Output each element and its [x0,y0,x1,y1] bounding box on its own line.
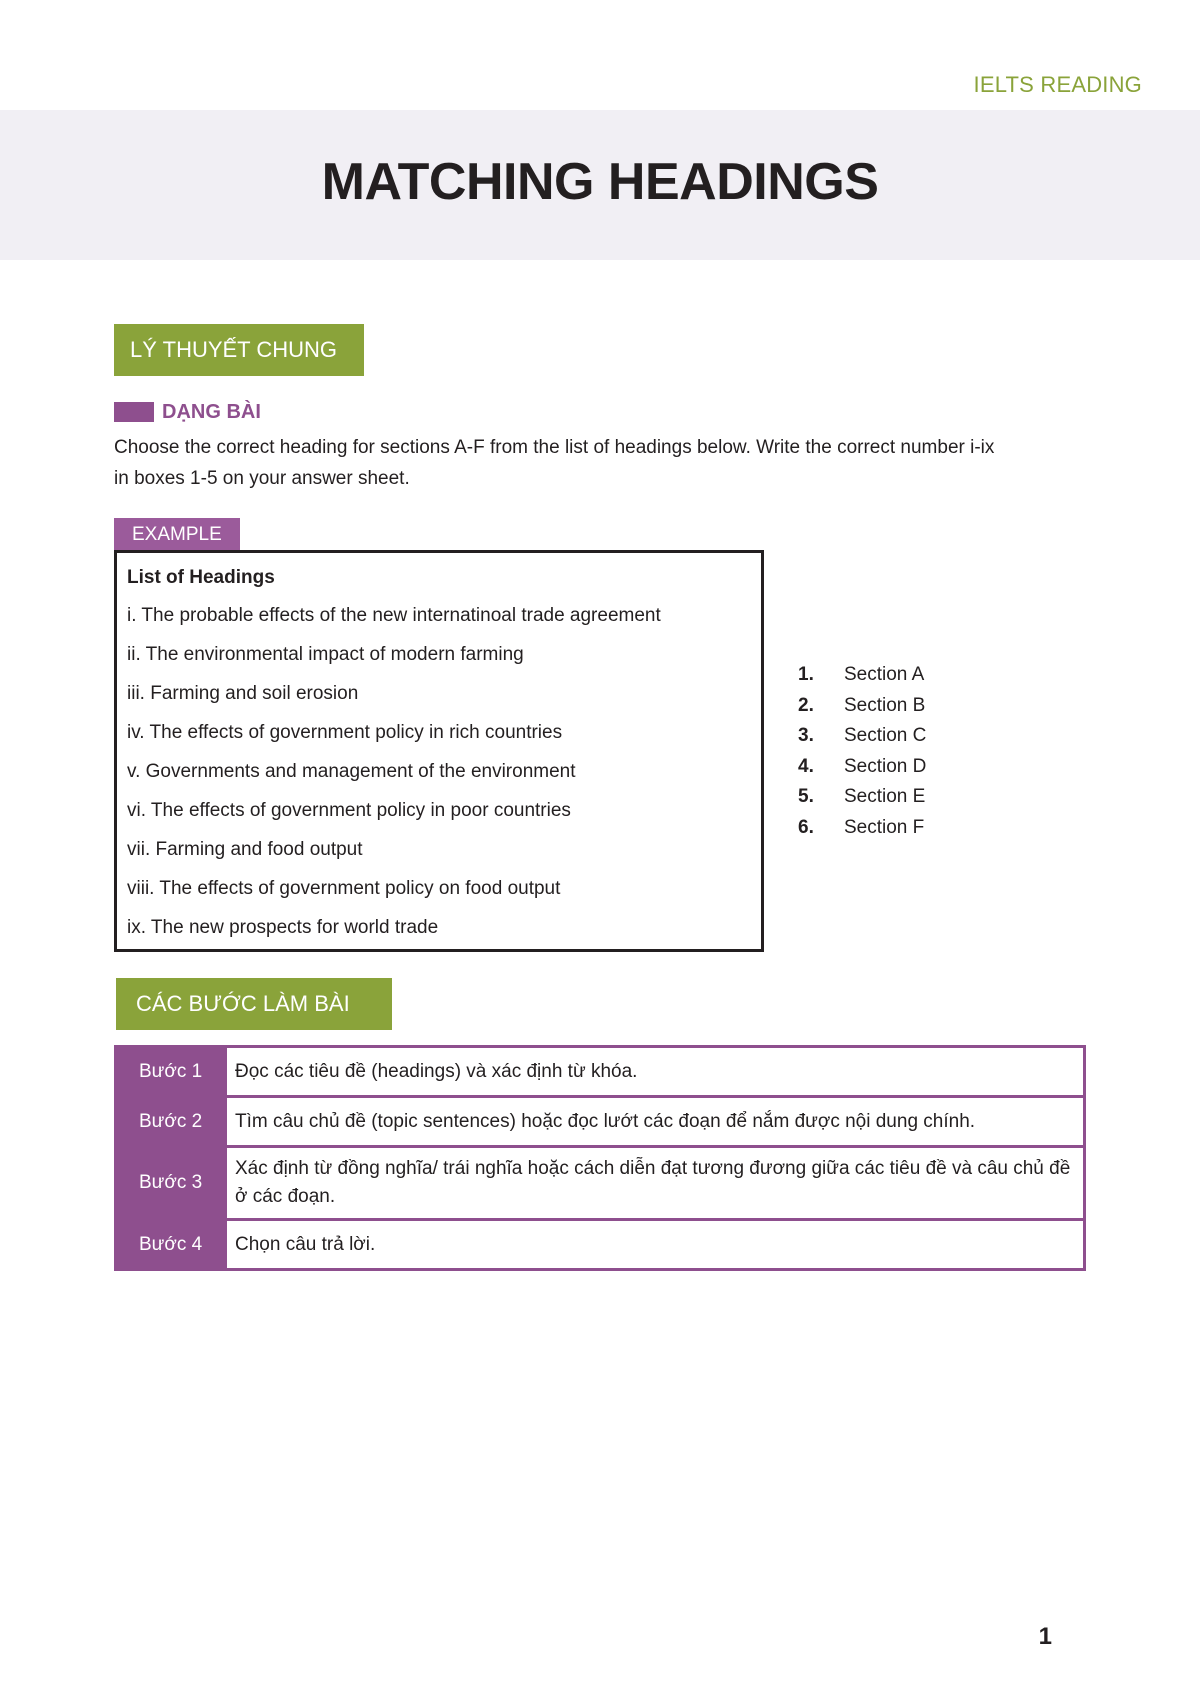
headings-list-title: List of Headings [127,567,275,588]
headings-box [114,550,764,952]
section-number: 2. [798,694,814,716]
section-label: Section A [844,664,925,685]
heading-item: iii. Farming and soil erosion [127,683,359,704]
section-label: Section F [844,816,925,838]
section-number: 1. [798,664,814,685]
section-number: 3. [798,725,814,746]
section-number: 6. [798,816,814,838]
example-tab: EXAMPLE [114,518,240,552]
section-row [798,813,978,844]
sections-list [798,660,978,843]
heading-item: vii. Farming and food output [127,839,363,860]
heading-item: iv. The effects of government policy in rich countries [127,722,563,743]
heading-item: v. Governments and management of the environment [127,761,576,782]
page-title: MATCHING HEADINGS [321,153,879,211]
section-row [798,691,978,722]
subheading-text: DẠNG BÀI [162,400,261,423]
step-row [116,1097,1085,1147]
step-text: Tìm câu chủ đề (topic sentences) hoặc đọc lướt các đoạn để nắm được nội dung chính. [226,1097,1085,1147]
step-text: Xác định từ đồng nghĩa/ trái nghĩa hoặc cách diễn đạt tương đương giữa các tiêu đề và câu chủ đề ở các đoạn. [226,1147,1085,1220]
heading-item: i. The probable effects of the new internatinoal trade agreement [127,605,661,626]
heading-item: vi. The effects of government policy in poor countries [127,800,571,821]
step-label: Bước 1 [116,1047,226,1097]
section-label: Section E [844,786,926,807]
section-label-steps: CÁC BƯỚC LÀM BÀI [116,978,392,1030]
section-row [798,752,978,783]
heading-item: ix. The new prospects for world trade [127,917,439,938]
section-row [798,660,978,691]
section-number: 4. [798,755,814,777]
heading-item: viii. The effects of government policy on food output [127,878,561,899]
subheading-task-type [114,399,261,425]
steps-table [114,1045,1086,1271]
step-row [116,1147,1085,1220]
step-text: Chọn câu trả lời. [226,1220,1085,1270]
section-label-theory: LÝ THUYẾT CHUNG [114,324,364,376]
instructions-line: in boxes 1-5 on your answer sheet. [114,468,410,489]
step-label: Bước 4 [116,1220,226,1270]
heading-item: ii. The environmental impact of modern farming [127,644,524,665]
instructions [114,432,1094,494]
step-label: Bước 3 [116,1147,226,1220]
section-number: 5. [798,786,814,807]
step-label: Bước 2 [116,1097,226,1147]
section-row [798,721,978,752]
page-number: 1 [1038,1623,1052,1650]
step-row [116,1047,1085,1097]
section-row [798,782,978,813]
instructions-line: Choose the correct heading for sections A-F from the list of headings below. Write the correct number i-ix [114,437,995,458]
header-tag: IELTS READING [973,72,1142,97]
step-text: Đọc các tiêu đề (headings) và xác định từ khóa. [226,1047,1085,1097]
section-label: Section C [844,725,927,746]
step-row [116,1220,1085,1270]
subheading-bar [114,402,154,422]
section-label: Section B [844,694,926,716]
section-label: Section D [844,755,927,777]
